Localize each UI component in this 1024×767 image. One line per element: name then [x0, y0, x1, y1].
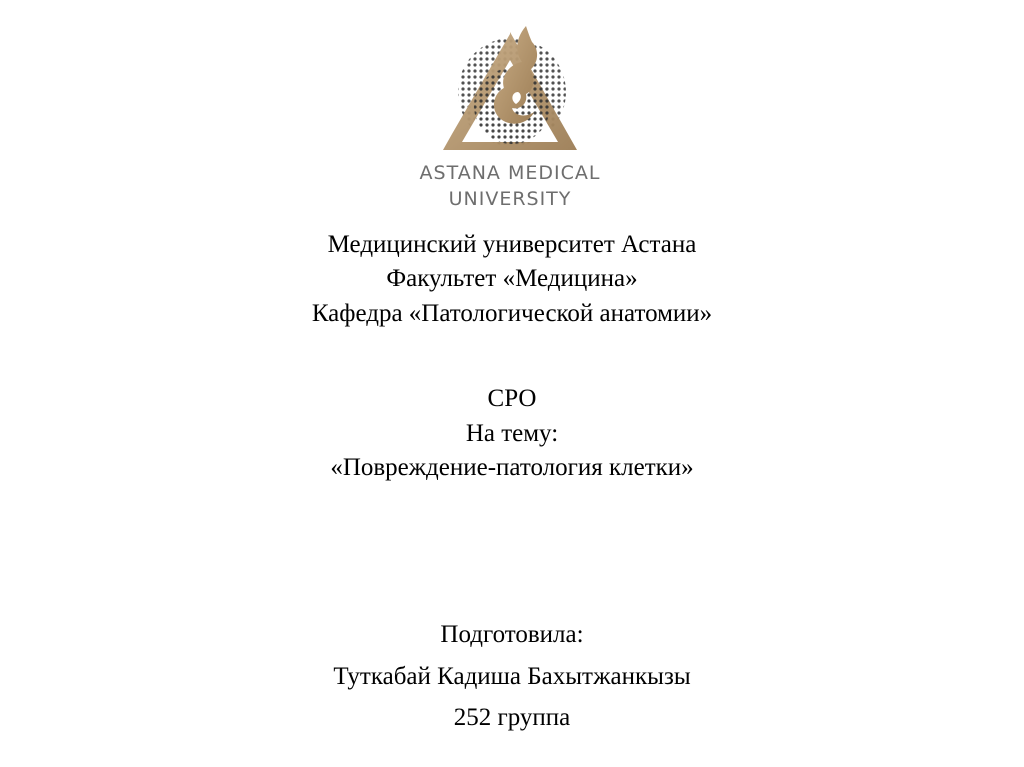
faculty-name: Факультет «Медицина» — [386, 265, 638, 292]
author-name: Туткабай Кадиша Бахытжанкызы — [333, 663, 691, 690]
department-name: Кафедра «Патологической анатомии» — [311, 300, 713, 327]
topic-title: «Повреждение-патология клетки» — [330, 454, 694, 481]
work-type: СРО — [487, 385, 537, 412]
prepared-by-label: Подготовила: — [440, 621, 584, 648]
logo-title-line1: ASTANA MEDICAL — [419, 162, 601, 184]
group-number: 252 группа — [453, 704, 571, 731]
logo-title-line2: UNIVERSITY — [448, 188, 572, 210]
university-name: Медицинский университет Астана — [327, 231, 697, 258]
university-logo — [395, 20, 625, 215]
university-emblem-icon — [430, 20, 590, 160]
topic-label: На тему: — [465, 420, 559, 447]
